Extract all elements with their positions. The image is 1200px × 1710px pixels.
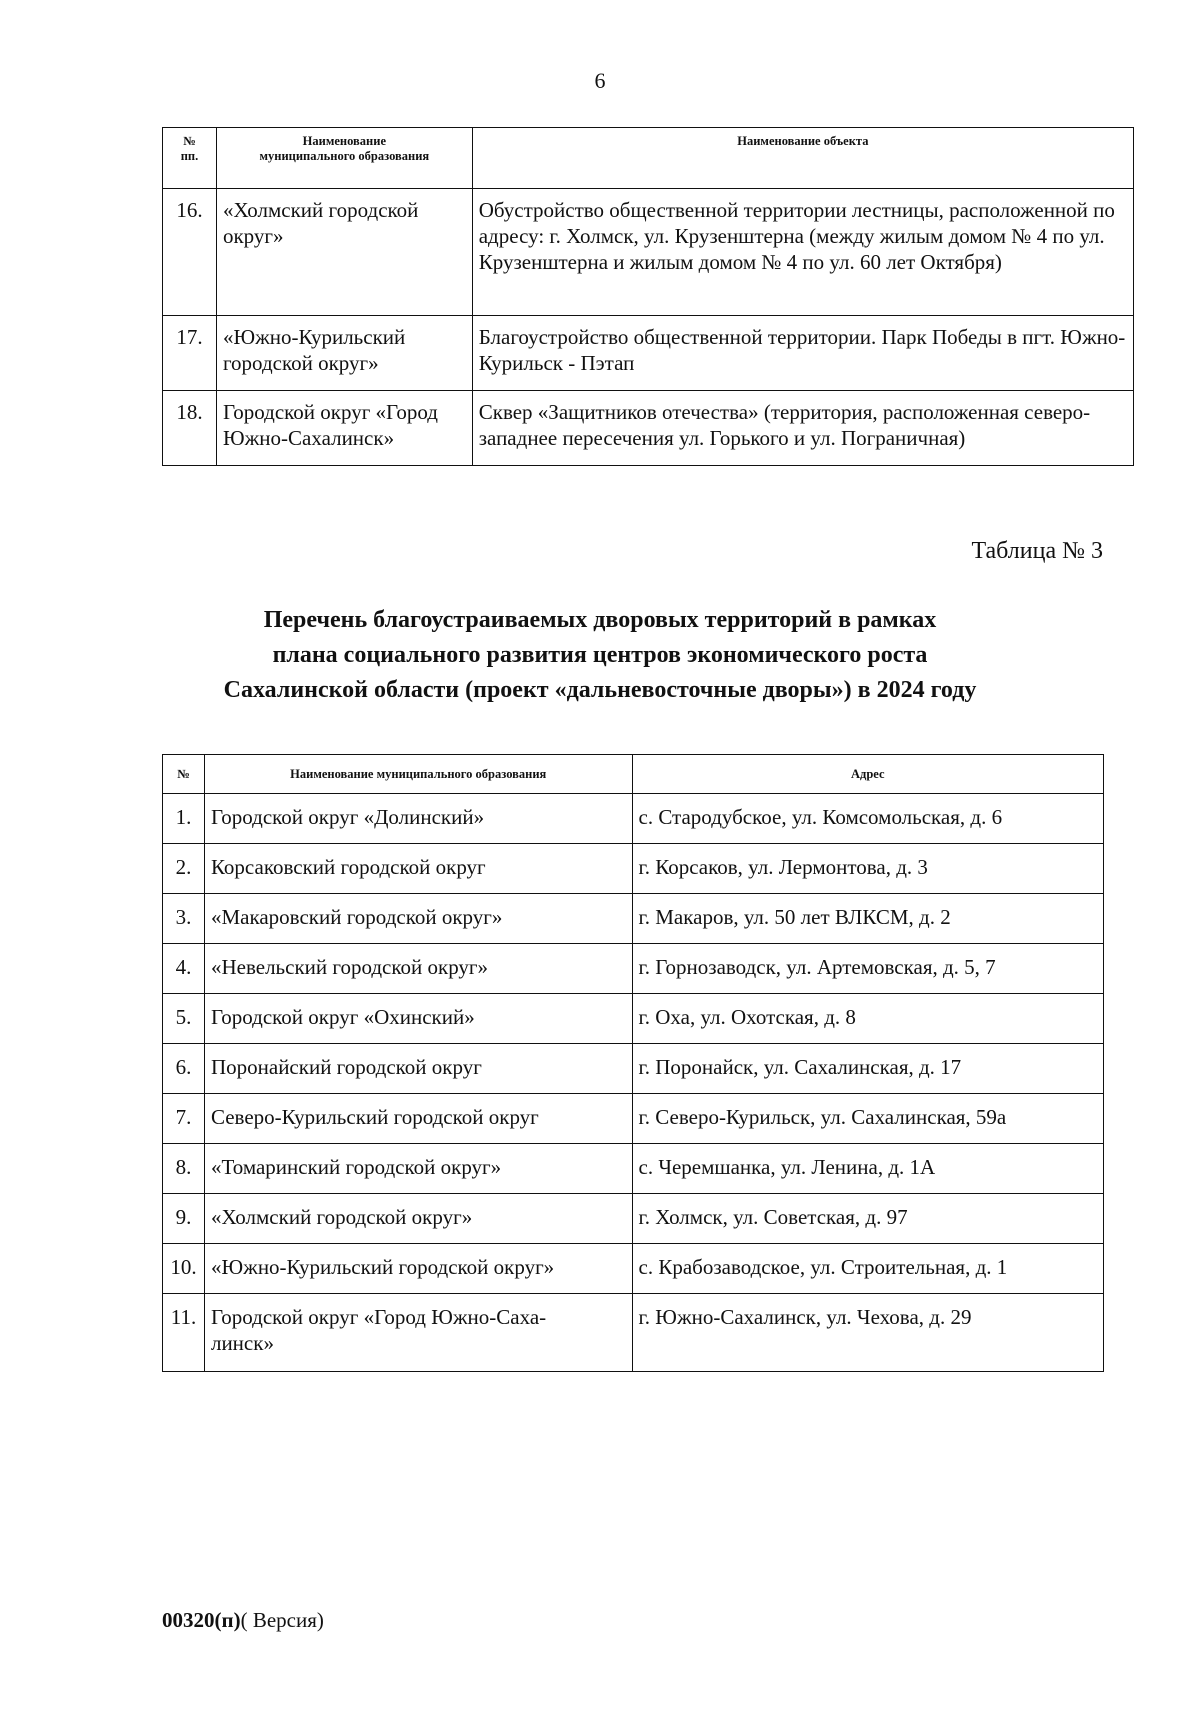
table-row <box>163 1244 1104 1294</box>
objects-table <box>162 127 1134 466</box>
row-object: Благоустройство общественной территории. Парк Победы в пгт. Южно-Курильск - Пэтап <box>472 316 1133 391</box>
header-num: № <box>163 755 205 794</box>
table-row <box>163 1144 1104 1194</box>
row-municipality: «Макаровский городской округ» <box>204 894 632 944</box>
row-num: 8. <box>163 1144 205 1194</box>
row-municipality: Городской округ «Город Южно-Сахалинск» <box>216 391 472 466</box>
row-num: 6. <box>163 1044 205 1094</box>
row-address: г. Холмск, ул. Советская, д. 97 <box>632 1194 1104 1244</box>
row-address: с. Крабозаводское, ул. Строительная, д. 1 <box>632 1244 1104 1294</box>
row-municipality: «Южно-Курильский городской округ» <box>216 316 472 391</box>
header-address: Адрес <box>632 755 1104 794</box>
row-address: г. Южно-Сахалинск, ул. Чехова, д. 29 <box>632 1294 1104 1372</box>
header-object: Наименование объекта <box>472 128 1133 189</box>
table-row <box>163 189 1134 316</box>
row-num: 17. <box>163 316 217 391</box>
row-num: 18. <box>163 391 217 466</box>
table-row <box>163 1194 1104 1244</box>
row-address: г. Оха, ул. Охотская, д. 8 <box>632 994 1104 1044</box>
document-code <box>162 1608 324 1633</box>
row-object: Сквер «Защитников отечества» (территория, расположенная северо-западнее пересечения ул. Горького и ул. Пограничная) <box>472 391 1133 466</box>
table-row <box>163 794 1104 844</box>
row-municipality: «Томаринский городской округ» <box>204 1144 632 1194</box>
page-number: 6 <box>594 68 606 93</box>
row-num: 5. <box>163 994 205 1044</box>
row-address: г. Макаров, ул. 50 лет ВЛКСМ, д. 2 <box>632 894 1104 944</box>
row-municipality: «Невельский городской округ» <box>204 944 632 994</box>
row-num: 4. <box>163 944 205 994</box>
table-row <box>163 391 1134 466</box>
document-code-number: 00320(п) <box>162 1608 241 1632</box>
table-row <box>163 1044 1104 1094</box>
row-address: г. Корсаков, ул. Лермонтова, д. 3 <box>632 844 1104 894</box>
row-num: 7. <box>163 1094 205 1144</box>
yards-table <box>162 754 1104 1372</box>
row-object: Обустройство общественной территории лестницы, расположенной по адресу: г. Холмск, ул. Крузенштерна (между жилым домом № 4 по ул. Крузенштерна и жилым домом № 4 по ул. 60 лет Октября) <box>472 189 1133 316</box>
row-municipality: Городской округ «Долинский» <box>204 794 632 844</box>
row-num: 2. <box>163 844 205 894</box>
row-municipality: «Холмский городской округ» <box>204 1194 632 1244</box>
row-num: 1. <box>163 794 205 844</box>
table-row <box>163 1094 1104 1144</box>
row-address: г. Северо-Курильск, ул. Сахалинская, 59а <box>632 1094 1104 1144</box>
table-row <box>163 894 1104 944</box>
header-municipality: Наименование муниципального образования <box>204 755 632 794</box>
row-municipality: «Южно-Курильский городской округ» <box>204 1244 632 1294</box>
table-row <box>163 944 1104 994</box>
row-address: с. Стародубское, ул. Комсомольская, д. 6 <box>632 794 1104 844</box>
table-row <box>163 994 1104 1044</box>
row-num: 9. <box>163 1194 205 1244</box>
row-municipality: «Холмский городской округ» <box>216 189 472 316</box>
table-row <box>163 844 1104 894</box>
table-row <box>163 1294 1104 1372</box>
row-municipality: Городской округ «Город Южно-Саха- линск» <box>204 1294 632 1372</box>
row-municipality: Северо-Курильский городской округ <box>204 1094 632 1144</box>
table-caption: Таблица № 3 <box>971 538 1103 564</box>
row-num: 11. <box>163 1294 205 1372</box>
header-municipality: Наименование муниципального образования <box>216 128 472 189</box>
row-municipality: Поронайский городской округ <box>204 1044 632 1094</box>
page-title: Перечень благоустраиваемых дворовых территорий в рамках плана социального развития центров экономического роста Сахалинской области (проект «дальневосточные дворы») в 2024 году <box>223 607 977 703</box>
row-municipality: Корсаковский городской округ <box>204 844 632 894</box>
yards-table-header <box>163 755 1104 794</box>
table-row <box>163 316 1134 391</box>
row-num: 10. <box>163 1244 205 1294</box>
row-address: с. Черемшанка, ул. Ленина, д. 1А <box>632 1144 1104 1194</box>
row-municipality: Городской округ «Охинский» <box>204 994 632 1044</box>
header-num: № пп. <box>163 128 217 189</box>
objects-table-header <box>163 128 1134 189</box>
row-num: 16. <box>163 189 217 316</box>
document-version: ( Версия) <box>240 1608 324 1632</box>
row-num: 3. <box>163 894 205 944</box>
row-address: г. Поронайск, ул. Сахалинская, д. 17 <box>632 1044 1104 1094</box>
row-address: г. Горнозаводск, ул. Артемовская, д. 5, 7 <box>632 944 1104 994</box>
